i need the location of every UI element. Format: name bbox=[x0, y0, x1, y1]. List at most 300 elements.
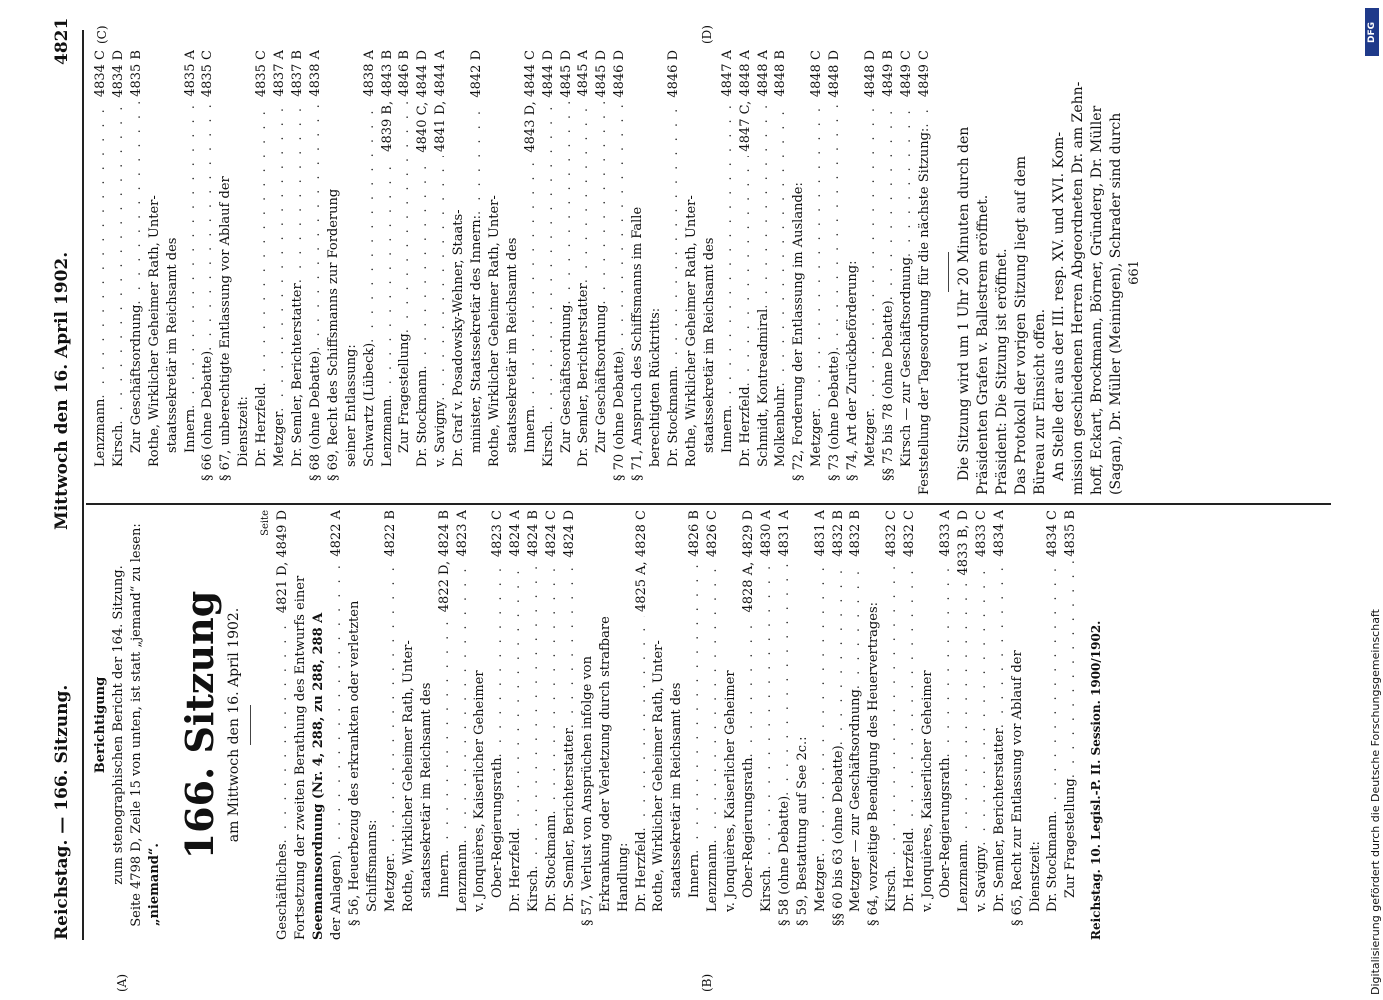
dot-leader bbox=[665, 102, 683, 370]
index-entry bbox=[794, 510, 812, 940]
index-entry bbox=[826, 50, 844, 495]
entry-text: Dienstzeit: bbox=[236, 396, 252, 467]
entry-text: staatssekretär im Reichsamt des bbox=[701, 237, 717, 453]
dot-leader bbox=[755, 101, 773, 309]
entry-text: Zur Fragestellung bbox=[397, 333, 413, 453]
page-reference: 4843 D, 4844 C bbox=[522, 50, 538, 153]
page-reference: 4849 B bbox=[880, 50, 896, 97]
index-entry bbox=[540, 50, 558, 495]
dot-leader bbox=[758, 561, 776, 870]
entry-text: Geschäftliches bbox=[275, 843, 291, 940]
entry-text: § 56, Heuerbezug des erkrankten oder verletzten bbox=[347, 600, 363, 926]
entry-text: Ober-Regierungsrath bbox=[937, 757, 953, 898]
dot-leader bbox=[973, 561, 991, 846]
dot-leader bbox=[540, 102, 558, 425]
index-entry bbox=[450, 50, 468, 495]
page-reference: 4849 C bbox=[898, 50, 914, 98]
right-column bbox=[92, 50, 1144, 495]
correction-title: Berichtigung bbox=[93, 676, 108, 774]
entry-text: Schwartz (Lübeck) bbox=[361, 342, 377, 467]
index-entry bbox=[361, 50, 379, 495]
entry-text: Dr. Graf v. Posadowsky-Wehner, Staats- bbox=[451, 209, 467, 467]
entry-text: Kirsch bbox=[540, 424, 556, 467]
divider bbox=[948, 253, 949, 293]
entry-text: Zur Geschäftsordnung bbox=[128, 304, 144, 453]
entry-text: staatssekretär im Reichsamt des bbox=[418, 682, 434, 898]
page-reference: 4828 A, 4829 D bbox=[741, 510, 756, 613]
dot-leader bbox=[110, 102, 128, 425]
dot-leader bbox=[633, 616, 651, 831]
index-entry bbox=[701, 50, 719, 495]
dot-leader bbox=[880, 101, 898, 301]
entry-text: Lenzmann bbox=[93, 398, 108, 467]
dot-leader bbox=[593, 102, 611, 305]
entry-text: Kirsch bbox=[526, 869, 542, 912]
page-reference: 4846 D bbox=[612, 50, 628, 98]
index-entry bbox=[432, 50, 450, 495]
index-entry bbox=[597, 510, 615, 940]
entry-text: der Anlagen) bbox=[329, 854, 345, 940]
page-reference: 4834 A bbox=[991, 510, 1007, 557]
entry-text: Handlung: bbox=[615, 842, 631, 912]
dfg-logo: DFG bbox=[1365, 8, 1379, 56]
index-entry bbox=[489, 510, 507, 940]
index-entry bbox=[665, 50, 683, 495]
index-entry bbox=[991, 510, 1009, 940]
entry-text: Lenzmann bbox=[454, 843, 470, 912]
margin-marker-b: (B) bbox=[700, 973, 714, 992]
entry-text: § 73 (ohne Debatte) bbox=[827, 350, 843, 481]
dot-leader bbox=[991, 561, 1009, 729]
dot-leader bbox=[432, 156, 450, 401]
entry-text: berechtigten Rücktritts: bbox=[648, 307, 664, 467]
dot-leader bbox=[128, 101, 146, 305]
index-entry bbox=[919, 510, 937, 940]
index-entry bbox=[704, 510, 722, 940]
page-reference: 4832 B bbox=[830, 510, 846, 557]
index-entry bbox=[310, 510, 328, 940]
page-reference: 4832 C bbox=[902, 510, 918, 558]
index-entry bbox=[901, 510, 919, 940]
page-reference: 4848 D bbox=[862, 50, 878, 98]
page-reference: 4833 C bbox=[973, 510, 989, 558]
page-reference: 4823 C bbox=[490, 510, 506, 558]
index-entry bbox=[740, 510, 758, 940]
opening-line: An Stelle der aus der III. resp. XV. und XVI. Kom- bbox=[1050, 131, 1067, 481]
margin-marker-c: (C) bbox=[95, 25, 109, 44]
correction-line-2: Seite 4798 D, Zeile 15 von unten, ist statt „jemand“ zu lesen: bbox=[128, 523, 144, 927]
entry-text: Fortsetzung der zweiten Berathung des Entwurfs einer bbox=[293, 575, 309, 940]
index-entry bbox=[1027, 510, 1045, 940]
dot-leader bbox=[199, 101, 217, 351]
index-entry bbox=[543, 510, 561, 940]
entry-text: Metzger bbox=[812, 856, 828, 912]
entry-text: v. Jonquières, Kaiserlicher Geheimer bbox=[472, 670, 488, 912]
opening-line: (Sagan), Dr. Müller (Meiningen), Schrader sind durch bbox=[1107, 112, 1124, 495]
index-entry bbox=[898, 50, 916, 495]
page-reference: 4846 D bbox=[666, 50, 681, 98]
index-entry bbox=[146, 50, 164, 495]
entry-text: Dr. Stockmann bbox=[415, 369, 431, 467]
entry-text: Schiffsmanns: bbox=[364, 819, 380, 912]
index-entry bbox=[325, 50, 343, 495]
entry-text: staatssekretär im Reichsamt des bbox=[669, 682, 685, 898]
entry-text: Rothe, Wirklicher Geheimer Rath, Unter- bbox=[146, 195, 162, 467]
correction-line-3: „niemand“. bbox=[146, 843, 162, 926]
opening-line: mission geschiedenen Herren Abgeordneten Dr. am Zehn- bbox=[1069, 81, 1086, 495]
opening-line: hoff, Eckart, Brockmann, Börner, Gründerg, Dr. Müller bbox=[1088, 105, 1105, 495]
dot-leader bbox=[522, 157, 540, 409]
entry-text: Metzger — zur Geschäftsordnung bbox=[848, 689, 864, 912]
dot-leader bbox=[307, 101, 325, 351]
entry-text: Ober-Regierungsrath bbox=[741, 757, 756, 898]
entry-text: Metzger bbox=[809, 411, 825, 467]
page-reference: 4824 A bbox=[508, 510, 524, 557]
session-title: 166. Sitzung bbox=[176, 590, 222, 860]
dot-leader bbox=[271, 101, 289, 412]
page-reference: 4831 A bbox=[812, 510, 828, 557]
page-reference: 4848 B bbox=[773, 50, 789, 97]
index-entry bbox=[396, 50, 414, 495]
dot-leader bbox=[812, 561, 830, 857]
page-reference: 4844 D bbox=[540, 50, 556, 98]
opening-paragraph bbox=[955, 50, 1126, 495]
index-entry bbox=[862, 50, 880, 495]
entry-text: v. Jonquières, Kaiserlicher Geheimer bbox=[920, 670, 936, 912]
page-reference: 4842 D bbox=[469, 50, 485, 98]
entry-text: Dr. Semler, Berichterstatter bbox=[576, 283, 592, 467]
page-reference: 4835 C bbox=[200, 50, 216, 98]
dot-leader bbox=[901, 561, 919, 831]
index-entry bbox=[847, 510, 865, 940]
index-entry bbox=[579, 510, 597, 940]
entry-text: Innern bbox=[719, 408, 735, 453]
page-reference: 4835 C bbox=[254, 50, 270, 98]
index-entry bbox=[629, 50, 647, 495]
entry-text: Metzger bbox=[862, 411, 878, 467]
entry-text: Innern bbox=[436, 853, 452, 898]
dot-leader bbox=[776, 561, 794, 796]
index-entry bbox=[686, 510, 704, 940]
entry-text: Dienstzeit: bbox=[1027, 841, 1043, 912]
header-rule bbox=[82, 30, 84, 940]
divider bbox=[250, 705, 251, 745]
dot-leader bbox=[737, 156, 755, 387]
index-entry bbox=[719, 50, 737, 495]
index-entry bbox=[883, 510, 901, 940]
dot-leader bbox=[489, 561, 507, 757]
index-entry bbox=[164, 50, 182, 495]
entry-text: § 74, Art der Zurückbeförderung: bbox=[845, 260, 861, 481]
page-reference: 4848 C bbox=[809, 50, 825, 98]
page-reference: 4834 D bbox=[110, 50, 126, 98]
entry-text: Dr. Stockmann bbox=[544, 814, 560, 912]
index-entry bbox=[110, 50, 128, 495]
seite-label: Seite bbox=[259, 510, 271, 536]
margin-marker-d: (D) bbox=[700, 25, 714, 44]
entry-text: Rothe, Wirklicher Geheimer Rath, Unter- bbox=[486, 195, 502, 467]
index-entry bbox=[737, 50, 755, 495]
entry-text: Ober-Regierungsrath bbox=[490, 757, 506, 898]
page-reference: 4834 C bbox=[93, 50, 108, 98]
entry-text: § 66 (ohne Debatte) bbox=[200, 350, 216, 481]
index-entry bbox=[650, 510, 668, 940]
index-entry bbox=[486, 50, 504, 495]
dot-leader bbox=[686, 561, 704, 854]
correction-line-1: zum stenographischen Bericht der 164. Sitzung. bbox=[110, 565, 126, 885]
column-divider bbox=[86, 503, 1331, 505]
entry-text: Metzger bbox=[272, 411, 288, 467]
entry-text: § 72, Forderung der Entlassung im Auslande: bbox=[791, 182, 807, 481]
entry-text: Zur Fragestellung bbox=[1063, 778, 1079, 898]
index-entry bbox=[289, 50, 307, 495]
page-reference: 4831 A bbox=[776, 510, 792, 557]
page-reference: 4833 A bbox=[937, 510, 953, 557]
margin-marker-a: (A) bbox=[115, 973, 129, 992]
dot-leader bbox=[830, 561, 848, 746]
left-entry-list bbox=[274, 510, 1080, 940]
entry-text: Schmidt, Kontreadmiral bbox=[755, 308, 771, 467]
page-reference: 4837 A bbox=[272, 50, 288, 97]
index-entry bbox=[414, 50, 432, 495]
dot-leader bbox=[468, 102, 486, 215]
entry-text: Feststellung der Tagesordnung für die nächste Sitzung: bbox=[916, 127, 932, 495]
entry-text: Dr. Semler, Berichterstatter bbox=[561, 728, 577, 912]
page-reference: 4838 A bbox=[361, 50, 377, 97]
index-entry bbox=[379, 50, 397, 495]
entry-text: Dr. Stockmann bbox=[1045, 814, 1061, 912]
page-reference: 4832 C bbox=[884, 510, 900, 558]
index-entry bbox=[274, 510, 292, 940]
entry-text: Kirsch bbox=[110, 424, 126, 467]
index-entry bbox=[471, 510, 489, 940]
page-reference: 4830 A bbox=[758, 510, 774, 557]
index-entry bbox=[575, 50, 593, 495]
index-entry bbox=[235, 50, 253, 495]
index-entry bbox=[776, 510, 794, 940]
index-entry bbox=[722, 510, 740, 940]
index-entry bbox=[507, 510, 525, 940]
index-entry bbox=[611, 50, 629, 495]
page-reference: 4835 B bbox=[1063, 510, 1079, 557]
entry-text: Innern bbox=[522, 408, 538, 453]
index-entry bbox=[418, 510, 436, 940]
digitization-note: Digitalisierung gefördert durch die Deutsche Forschungsgemeinschaft bbox=[1369, 609, 1382, 995]
entry-text: Rothe, Wirklicher Geheimer Rath, Unter- bbox=[400, 640, 416, 912]
index-entry bbox=[937, 510, 955, 940]
page-reference: 4839 B, 4843 B bbox=[379, 50, 395, 152]
entry-text: Dr. Semler, Berichterstatter bbox=[289, 283, 305, 467]
dot-leader bbox=[382, 561, 400, 857]
index-entry bbox=[182, 50, 200, 495]
index-entry bbox=[633, 510, 651, 940]
dot-leader bbox=[826, 102, 844, 351]
entry-text: § 58 (ohne Debatte) bbox=[776, 795, 792, 926]
dot-leader bbox=[396, 101, 414, 333]
page-reference: 4847 A bbox=[719, 50, 735, 97]
dot-leader bbox=[436, 616, 454, 854]
entry-text: Dr. Herzfeld bbox=[633, 831, 649, 912]
entry-text: § 69, Recht des Schiffsmanns zur Forderung bbox=[325, 188, 341, 481]
page-reference: 4838 A bbox=[307, 50, 323, 97]
index-entry bbox=[955, 510, 973, 940]
dot-leader bbox=[704, 561, 722, 843]
page-reference: 4826 B bbox=[687, 510, 703, 557]
page-reference: 4837 B bbox=[289, 50, 305, 97]
index-entry bbox=[128, 50, 146, 495]
index-entry bbox=[436, 510, 454, 940]
dot-leader bbox=[92, 101, 110, 398]
page-reference: 4823 A bbox=[454, 510, 470, 557]
page-reference: 4841 D, 4844 A bbox=[433, 50, 449, 153]
dot-leader bbox=[847, 561, 865, 689]
index-entry bbox=[561, 510, 579, 940]
header-center: Mittwoch den 16. April 1902. bbox=[52, 251, 72, 530]
index-entry bbox=[812, 510, 830, 940]
opening-line: Das Protokoll der vorigen Sitzung liegt auf dem bbox=[1012, 155, 1029, 495]
dot-leader bbox=[740, 617, 758, 758]
dot-leader bbox=[1062, 561, 1080, 778]
index-entry bbox=[880, 50, 898, 495]
index-entry bbox=[253, 50, 271, 495]
index-entry bbox=[346, 510, 364, 940]
dot-leader bbox=[558, 102, 576, 305]
entry-text: Rothe, Wirklicher Geheimer Rath, Unter- bbox=[683, 195, 699, 467]
page-reference: 4848 A bbox=[755, 50, 771, 97]
page-reference: 4824 C bbox=[544, 510, 560, 558]
dot-leader bbox=[1044, 561, 1062, 814]
entry-text: Erkrankung oder Verletzung durch strafbare bbox=[597, 616, 613, 912]
page-reference: 4835 B bbox=[128, 50, 144, 97]
index-entry bbox=[1009, 510, 1027, 940]
index-entry bbox=[343, 50, 361, 495]
header-left: Reichstag. — 166. Sitzung. bbox=[52, 684, 72, 940]
dot-leader bbox=[289, 101, 307, 284]
index-entry bbox=[755, 50, 773, 495]
page-reference: 4824 D bbox=[561, 510, 577, 558]
dot-leader bbox=[274, 617, 292, 843]
entry-text: Seemannsordnung (Nr. 4, 288, zu 288, 288 A bbox=[311, 612, 327, 940]
index-entry bbox=[973, 510, 991, 940]
index-entry bbox=[525, 510, 543, 940]
index-entry bbox=[668, 510, 686, 940]
index-entry bbox=[400, 510, 418, 940]
entry-text: §§ 60 bis 63 (ohne Debatte) bbox=[830, 745, 846, 926]
index-entry bbox=[504, 50, 522, 495]
dot-leader bbox=[898, 101, 916, 257]
entry-text: staatssekretär im Reichsamt des bbox=[164, 237, 180, 453]
entry-text: Dr. Semler, Berichterstatter bbox=[991, 728, 1007, 912]
entry-text: Molkenbuhr bbox=[773, 386, 789, 467]
entry-text: Kirsch bbox=[758, 869, 774, 912]
entry-text: Innern bbox=[687, 853, 703, 898]
index-entry bbox=[382, 510, 400, 940]
index-entry bbox=[615, 510, 633, 940]
dot-leader bbox=[182, 101, 200, 409]
entry-text: staatssekretär im Reichsamt des bbox=[504, 237, 520, 453]
footer-left: Reichstag. 10. Legisl.-P. II. Session. 1900/1902. bbox=[1089, 620, 1104, 940]
index-entry bbox=[1044, 510, 1062, 940]
entry-text: Lenzmann bbox=[705, 843, 721, 912]
page-reference: 4824 B bbox=[526, 510, 542, 557]
entry-text: Dr. Herzfeld bbox=[254, 386, 270, 467]
index-entry bbox=[271, 50, 289, 495]
page-reference: 4821 D, 4849 D bbox=[275, 510, 291, 614]
index-entry bbox=[522, 50, 540, 495]
index-entry bbox=[593, 50, 611, 495]
entry-text: § 57, Verlust von Ansprüchen infolge von bbox=[579, 656, 595, 926]
index-entry bbox=[772, 50, 790, 495]
index-entry bbox=[364, 510, 382, 940]
entry-text: § 68 (ohne Debatte) bbox=[307, 350, 323, 481]
page-number: 4821 bbox=[52, 17, 72, 65]
page-reference: 4822 B bbox=[382, 510, 398, 557]
page-reference: 4832 B bbox=[848, 510, 864, 557]
dot-leader bbox=[883, 561, 901, 869]
entry-text: § 65, Recht zur Entlassung vor Ablauf der bbox=[1009, 650, 1025, 926]
page-reference: 4845 D bbox=[558, 50, 574, 98]
entry-text: Metzger bbox=[382, 856, 398, 912]
dot-leader bbox=[379, 156, 397, 399]
left-column bbox=[92, 510, 1106, 940]
page-reference: 4833 B, D bbox=[955, 510, 971, 576]
index-entry bbox=[865, 510, 883, 940]
index-entry bbox=[844, 50, 862, 495]
dot-leader bbox=[328, 561, 346, 855]
page-reference: 4825 A, 4828 C bbox=[633, 510, 649, 613]
index-entry bbox=[217, 50, 235, 495]
page-header bbox=[52, 0, 82, 1000]
entry-text: minister, Staatssekretär des Innern: bbox=[469, 214, 485, 453]
index-entry bbox=[468, 50, 486, 495]
opening-line: Büreau zur Einsicht offen. bbox=[1031, 308, 1048, 495]
page-reference: 4845 D bbox=[594, 50, 610, 98]
entry-text: v. Jonquières, Kaiserlicher Geheimer bbox=[723, 670, 739, 912]
page-reference: 4826 C bbox=[705, 510, 721, 558]
page-reference: 4822 A bbox=[329, 510, 345, 557]
index-entry bbox=[758, 510, 776, 940]
index-entry bbox=[916, 50, 934, 495]
entry-text: § 67, unberechtigte Entlassung vor Ablauf der bbox=[218, 176, 234, 481]
entry-text: v. Savigny bbox=[433, 400, 449, 467]
index-entry bbox=[1062, 510, 1080, 940]
entry-text: Lenzmann bbox=[379, 398, 395, 467]
index-entry bbox=[199, 50, 217, 495]
index-entry bbox=[292, 510, 310, 940]
dot-leader bbox=[253, 101, 271, 386]
entry-text: §§ 75 bis 78 (ohne Debatte) bbox=[880, 300, 896, 481]
page-reference: 4840 C, 4844 D bbox=[415, 50, 431, 153]
dot-leader bbox=[414, 157, 432, 370]
entry-text: Dr. Herzfeld bbox=[508, 831, 524, 912]
index-entry bbox=[92, 50, 110, 495]
page-reference: 4848 D bbox=[827, 50, 843, 98]
entry-text: Dr. Stockmann bbox=[666, 369, 681, 467]
index-entry bbox=[307, 50, 325, 495]
dot-leader bbox=[507, 561, 525, 832]
page-reference: 4822 D, 4824 B bbox=[436, 510, 452, 613]
opening-line: Die Sitzung wird um 1 Uhr 20 Minuten durch den bbox=[955, 126, 972, 481]
entry-text: seiner Entlassung: bbox=[343, 344, 359, 467]
entry-text: v. Savigny bbox=[973, 845, 989, 912]
dot-leader bbox=[525, 561, 543, 870]
entry-text: Innern bbox=[182, 408, 198, 453]
entry-text: § 64, vorzeitige Beendigung des Heuervertrages: bbox=[866, 601, 882, 926]
entry-text: Kirsch — zur Geschäftsordnung bbox=[898, 257, 914, 467]
entry-text: § 70 (ohne Debatte) bbox=[612, 350, 628, 481]
index-entry bbox=[830, 510, 848, 940]
entry-text: § 71, Anspruch des Schiffsmanns im Falle bbox=[630, 206, 646, 481]
